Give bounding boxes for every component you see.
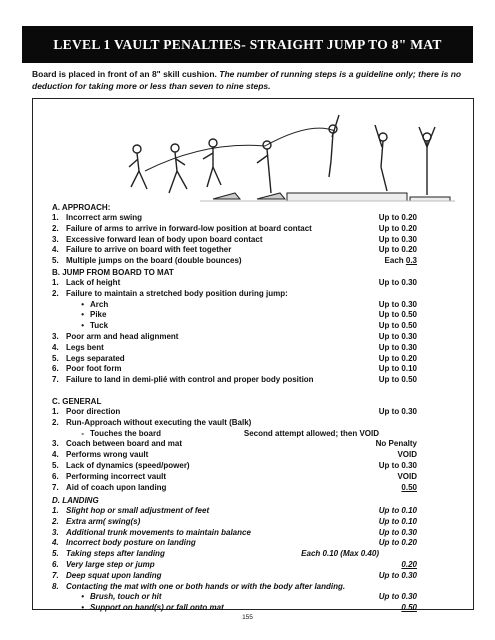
skill-cushion-mat bbox=[287, 193, 407, 201]
item-number: 3. bbox=[52, 234, 59, 244]
item-text: Run-Approach without executing the vault (Balk) bbox=[66, 417, 252, 427]
item-number: 6. bbox=[52, 559, 59, 569]
item-number: 6. bbox=[52, 471, 59, 481]
penalty-value bbox=[379, 461, 417, 472]
penalty-row bbox=[52, 483, 417, 494]
item-number: 4. bbox=[52, 342, 59, 352]
item-text: Pike bbox=[90, 310, 107, 320]
penalty-row bbox=[52, 582, 417, 593]
penalty-row bbox=[52, 235, 417, 246]
intro-italic: The number of running steps is a guideline only; there is no deduction for taking more or less than seven to nine steps. bbox=[32, 69, 462, 91]
item-number: 4. bbox=[52, 245, 59, 255]
penalty-row bbox=[52, 571, 417, 582]
penalty-value bbox=[379, 506, 417, 517]
penalty-row bbox=[52, 375, 417, 386]
dash-mark: - bbox=[81, 428, 84, 438]
item-text: Lack of dynamics (speed/power) bbox=[66, 460, 190, 470]
item-text: Contacting the mat with one or both hands or with the body after landing. bbox=[66, 581, 346, 591]
penalty-row bbox=[52, 321, 417, 332]
penalty-row bbox=[52, 538, 417, 549]
item-text: Support on hand(s) or fall onto mat bbox=[90, 603, 224, 613]
value-amount: Up to 0.20 bbox=[378, 223, 417, 233]
penalty-row bbox=[52, 418, 417, 429]
item-text: Poor foot form bbox=[66, 364, 122, 374]
value-amount: Up to 0.30 bbox=[378, 460, 417, 470]
item-number: 5. bbox=[52, 256, 59, 266]
item-number: 1. bbox=[52, 278, 59, 287]
penalty-row bbox=[52, 310, 417, 321]
item-text: Incorrect arm swing bbox=[66, 213, 143, 222]
value-prefix: Each bbox=[384, 256, 406, 266]
penalty-value bbox=[379, 224, 417, 235]
item-text: Additional trunk movements to maintain balance bbox=[66, 527, 251, 537]
penalty-row bbox=[52, 224, 417, 235]
gymnast-flight bbox=[329, 115, 339, 177]
item-number: 5. bbox=[52, 460, 59, 470]
page-title: LEVEL 1 VAULT PENALTIES- STRAIGHT JUMP TO 8" MAT bbox=[53, 36, 442, 52]
item-number: 5. bbox=[52, 353, 59, 363]
item-note: Second attempt allowed; then VOID bbox=[243, 428, 379, 438]
item-text: Brush, touch or hit bbox=[90, 592, 162, 602]
bullet-mark: • bbox=[81, 603, 84, 613]
item-text: Legs separated bbox=[66, 353, 125, 363]
penalty-value bbox=[379, 343, 417, 354]
value-amount: Up to 0.20 bbox=[378, 353, 417, 363]
value-amount: Up to 0.20 bbox=[378, 245, 417, 255]
springboard-2 bbox=[257, 193, 285, 199]
item-text: Deep squat upon landing bbox=[66, 570, 162, 580]
item-number: 6. bbox=[52, 364, 59, 374]
item-number: 2. bbox=[52, 223, 59, 233]
value-amount: No Penalty bbox=[375, 439, 417, 449]
item-number: 1. bbox=[52, 213, 59, 222]
penalty-row bbox=[52, 289, 417, 300]
value-amount: Up to 0.50 bbox=[378, 375, 417, 385]
penalty-value bbox=[376, 439, 417, 450]
item-text: Failure of arms to arrive in forward-low position at board contact bbox=[66, 223, 312, 233]
gymnast-finish bbox=[419, 127, 435, 195]
gymnast-hurdle bbox=[203, 139, 221, 187]
penalty-value bbox=[379, 278, 417, 289]
item-text: Very large step or jump bbox=[66, 559, 155, 569]
penalty-section bbox=[52, 397, 417, 493]
bullet-mark: • bbox=[81, 321, 84, 331]
value-amount: Up to 0.30 bbox=[378, 407, 417, 416]
penalty-row bbox=[52, 407, 417, 418]
value-amount: Up to 0.50 bbox=[378, 321, 417, 331]
value-amount: Up to 0.30 bbox=[378, 570, 417, 580]
penalty-row bbox=[52, 256, 417, 267]
penalty-row bbox=[52, 549, 417, 560]
item-text: Touches the board bbox=[90, 428, 161, 438]
springboard-1 bbox=[213, 193, 240, 199]
item-number: 1. bbox=[52, 407, 59, 416]
item-text: Lack of height bbox=[66, 278, 121, 287]
penalty-row bbox=[52, 472, 417, 483]
penalty-section bbox=[52, 203, 417, 267]
value-amount: 0.50 bbox=[401, 603, 417, 613]
penalty-value bbox=[379, 245, 417, 256]
item-number: 7. bbox=[52, 482, 59, 492]
penalty-row bbox=[52, 354, 417, 365]
penalty-value bbox=[379, 354, 417, 365]
item-number: 2. bbox=[52, 417, 59, 427]
item-text: Failure to maintain a stretched body position during jump: bbox=[66, 288, 288, 298]
value-amount: Up to 0.30 bbox=[378, 234, 417, 244]
value-amount: Up to 0.30 bbox=[378, 592, 417, 602]
penalty-value bbox=[379, 528, 417, 539]
item-number: 5. bbox=[52, 549, 59, 559]
penalty-row bbox=[52, 213, 417, 224]
item-number: 2. bbox=[52, 516, 59, 526]
item-number: 8. bbox=[52, 581, 59, 591]
item-number: 7. bbox=[52, 570, 59, 580]
item-number: 4. bbox=[52, 538, 59, 548]
gymnast-run-1 bbox=[129, 145, 147, 189]
bullet-mark: • bbox=[81, 592, 84, 602]
penalty-row bbox=[52, 245, 417, 256]
item-text: Excessive forward lean of body upon board contact bbox=[66, 234, 263, 244]
penalty-row bbox=[52, 332, 417, 343]
penalty-row bbox=[52, 278, 417, 289]
value-amount: Up to 0.30 bbox=[378, 278, 417, 287]
value-amount: 0.20 bbox=[401, 559, 417, 569]
gymnast-land bbox=[375, 125, 387, 191]
penalty-value bbox=[401, 603, 417, 614]
value-amount: Up to 0.30 bbox=[378, 342, 417, 352]
item-text: Poor arm and head alignment bbox=[66, 331, 179, 341]
bullet-mark: • bbox=[81, 310, 84, 320]
value-amount: 0.50 bbox=[401, 482, 417, 492]
penalty-value bbox=[379, 300, 417, 311]
section-heading: D. LANDING bbox=[52, 496, 99, 505]
item-text: Poor direction bbox=[66, 407, 121, 416]
flight-path bbox=[145, 128, 335, 171]
landing-mat bbox=[410, 197, 450, 201]
gymnast-board bbox=[257, 141, 271, 193]
penalty-row bbox=[52, 300, 417, 311]
value-amount: Up to 0.10 bbox=[378, 506, 417, 515]
value-amount: Up to 0.30 bbox=[378, 331, 417, 341]
item-text: Tuck bbox=[90, 321, 109, 331]
gymnast-run-2 bbox=[169, 144, 187, 193]
penalty-value bbox=[379, 310, 417, 321]
item-number: 2. bbox=[52, 288, 59, 298]
penalty-section bbox=[52, 496, 417, 614]
item-text: Arch bbox=[90, 299, 109, 309]
item-text: Aid of coach upon landing bbox=[66, 482, 167, 492]
value-amount: VOID bbox=[397, 450, 417, 460]
item-number: 3. bbox=[52, 527, 59, 537]
penalty-value bbox=[379, 538, 417, 549]
section-heading: C. GENERAL bbox=[52, 397, 102, 406]
penalty-value bbox=[379, 213, 417, 224]
penalty-value bbox=[397, 472, 417, 483]
item-number: 4. bbox=[52, 450, 59, 460]
penalty-row bbox=[52, 439, 417, 450]
item-text: Multiple jumps on the board (double bounces) bbox=[66, 256, 242, 266]
item-note: Each 0.10 (Max 0.40) bbox=[301, 549, 379, 559]
penalty-value bbox=[401, 560, 417, 571]
section-heading: B. JUMP FROM BOARD TO MAT bbox=[52, 268, 174, 277]
value-amount: Up to 0.20 bbox=[378, 538, 417, 548]
penalty-value bbox=[379, 375, 417, 386]
page-title-bar bbox=[22, 26, 473, 63]
penalty-section bbox=[52, 268, 417, 386]
item-text: Legs bent bbox=[66, 342, 104, 352]
item-text: Performing incorrect vault bbox=[66, 471, 167, 481]
penalty-row bbox=[52, 603, 417, 614]
value-amount: Up to 0.50 bbox=[378, 310, 417, 320]
penalty-value bbox=[379, 235, 417, 246]
penalty-value bbox=[379, 571, 417, 582]
intro-plain: Board is placed in front of an 8" skill cushion. bbox=[32, 69, 217, 79]
penalty-row bbox=[52, 506, 417, 517]
penalty-row bbox=[52, 429, 417, 440]
item-text: Slight hop or small adjustment of feet bbox=[66, 506, 210, 515]
penalty-row bbox=[52, 592, 417, 603]
vault-sequence-illustration bbox=[35, 101, 471, 211]
value-amount: Up to 0.30 bbox=[378, 299, 417, 309]
penalty-value bbox=[401, 483, 417, 494]
value-amount: Up to 0.30 bbox=[378, 527, 417, 537]
item-text: Taking steps after landing bbox=[66, 549, 165, 559]
penalty-value bbox=[385, 256, 417, 267]
item-text: Failure to land in demi-plié with control and proper body position bbox=[66, 375, 314, 385]
penalty-value bbox=[379, 321, 417, 332]
penalty-value bbox=[379, 592, 417, 603]
item-text: Incorrect body posture on landing bbox=[66, 538, 196, 548]
value-amount: Up to 0.20 bbox=[378, 213, 417, 222]
penalty-row bbox=[52, 450, 417, 461]
penalty-row bbox=[52, 528, 417, 539]
penalty-value bbox=[379, 332, 417, 343]
penalty-row bbox=[52, 560, 417, 571]
item-number: 3. bbox=[52, 439, 59, 449]
bullet-mark: • bbox=[81, 299, 84, 309]
item-text: Failure to arrive on board with feet together bbox=[66, 245, 232, 255]
item-text: Performs wrong vault bbox=[66, 450, 149, 460]
penalty-value bbox=[379, 364, 417, 375]
penalty-value bbox=[397, 450, 417, 461]
penalty-row bbox=[52, 461, 417, 472]
penalty-row bbox=[52, 517, 417, 528]
gymnast-figures bbox=[129, 115, 435, 195]
value-amount: Up to 0.10 bbox=[378, 516, 417, 526]
page-number: 155 bbox=[242, 614, 253, 621]
value-amount: 0.3 bbox=[405, 256, 417, 266]
penalty-value bbox=[379, 407, 417, 418]
penalty-value bbox=[379, 517, 417, 528]
penalty-row bbox=[52, 364, 417, 375]
intro-text bbox=[32, 69, 472, 92]
item-number: 3. bbox=[52, 331, 59, 341]
item-text: Coach between board and mat bbox=[66, 439, 183, 449]
item-number: 7. bbox=[52, 375, 59, 385]
section-heading: A. APPROACH: bbox=[52, 203, 111, 212]
penalty-row bbox=[52, 343, 417, 354]
item-number: 1. bbox=[52, 506, 59, 515]
value-amount: Up to 0.10 bbox=[378, 364, 417, 374]
value-amount: VOID bbox=[397, 471, 417, 481]
item-text: Extra arm( swing(s) bbox=[66, 516, 141, 526]
